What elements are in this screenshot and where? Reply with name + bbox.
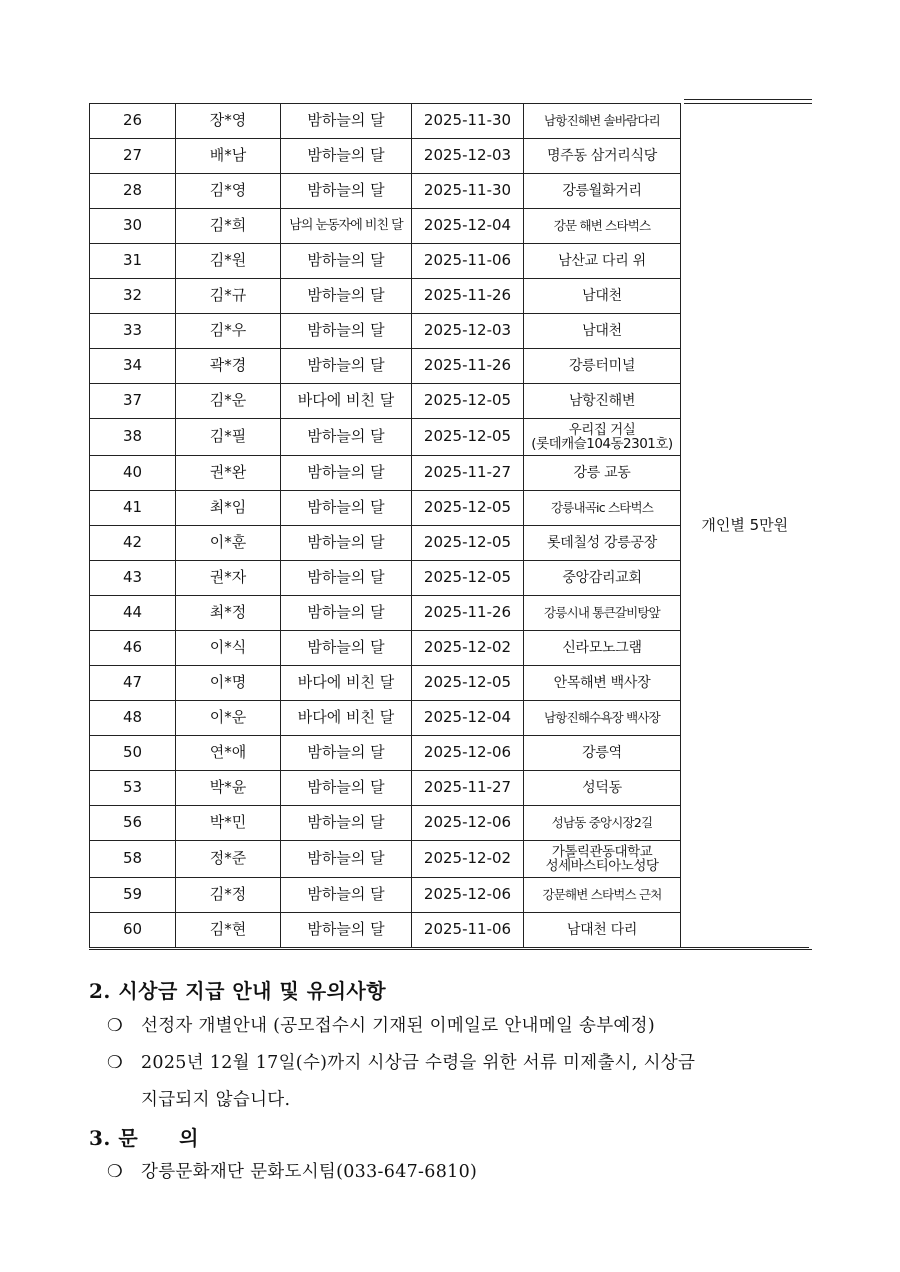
cell-name [176,526,281,561]
cell-place-text: 안목해변 백사장 [553,674,651,691]
cell-date [412,384,524,419]
cell-work-title-text: 밤하늘의 달 [307,321,385,340]
cell-date [412,666,524,701]
cell-place-text: 중앙감리교회 [562,569,642,586]
cell-work-title [281,771,412,806]
cell-number [90,806,176,841]
cell-name-text: 이*명 [209,673,247,692]
cell-date [412,596,524,631]
cell-name [176,736,281,771]
cell-place [524,314,681,349]
cell-number-text: 40 [122,463,143,482]
cell-place [524,631,681,666]
cell-place [524,736,681,771]
cell-name [176,666,281,701]
cell-date-text: 2025-11-06 [423,251,512,270]
cell-number [90,666,176,701]
cell-number-text: 37 [122,391,143,410]
cell-work-title-text: 밤하늘의 달 [307,533,385,552]
cell-place-text: 강릉역 [582,744,622,761]
cell-place [524,561,681,596]
cell-work-title-text: 밤하늘의 달 [307,286,385,305]
cell-name-text: 장*영 [209,111,247,130]
cell-number [90,841,176,878]
cell-number-text: 30 [122,216,143,235]
cell-work-title [281,349,412,384]
cell-number [90,561,176,596]
cell-place-text: 남대천 [582,287,622,304]
cell-work-title-text: 밤하늘의 달 [307,568,385,587]
cell-prize-note: 개인별 5만원 [681,104,809,948]
cell-work-title-text: 밤하늘의 달 [307,181,385,200]
cell-number [90,279,176,314]
section-2-bullet-2 [107,1049,695,1074]
table-bottom-rule [89,949,812,950]
cell-date-text: 2025-11-26 [423,286,512,305]
cell-name [176,104,281,139]
cell-work-title-text: 밤하늘의 달 [307,743,385,762]
cell-date-text: 2025-11-26 [423,356,512,375]
cell-place [524,913,681,948]
cell-name [176,349,281,384]
cell-name [176,596,281,631]
cell-work-title [281,174,412,209]
cell-date [412,913,524,948]
cell-name-text: 정*준 [209,849,247,868]
cell-number [90,526,176,561]
cell-place-text: 성덕동 [582,779,622,796]
cell-place-text: 가톨릭관동대학교 [551,843,653,860]
cell-date-text: 2025-12-05 [423,427,512,446]
cell-number-text: 56 [122,813,143,832]
cell-date [412,491,524,526]
cell-name-text: 이*운 [209,708,247,727]
bullet-icon: ❍ [107,1016,123,1036]
cell-name [176,314,281,349]
cell-number [90,209,176,244]
cell-name-text: 김*정 [209,885,247,904]
winners-table [89,103,809,948]
cell-number-text: 31 [122,251,143,270]
cell-work-title-text: 밤하늘의 달 [307,251,385,270]
cell-date-text: 2025-12-05 [423,498,512,517]
cell-place [524,104,681,139]
bullet-text: 강릉문화재단 문화도시팀(033-647-6810) [141,1162,478,1182]
bullet-icon: ❍ [107,1162,123,1182]
cell-place [524,666,681,701]
cell-name [176,209,281,244]
cell-name [176,279,281,314]
cell-date-text: 2025-11-30 [423,181,512,200]
cell-number-text: 58 [122,849,143,868]
cell-place [524,526,681,561]
cell-work-title-text: 밤하늘의 달 [307,813,385,832]
cell-number-text: 34 [122,356,143,375]
cell-name-text: 곽*경 [209,356,247,375]
cell-name [176,631,281,666]
cell-name [176,174,281,209]
cell-date [412,878,524,913]
cell-work-title [281,384,412,419]
cell-place [524,456,681,491]
cell-date-text: 2025-11-27 [423,463,512,482]
cell-number-text: 32 [122,286,143,305]
cell-number-text: 46 [122,638,143,657]
cell-place [524,174,681,209]
cell-number [90,349,176,384]
cell-work-title [281,561,412,596]
cell-number [90,631,176,666]
cell-place [524,244,681,279]
cell-date-text: 2025-11-27 [423,778,512,797]
cell-name-text: 권*자 [209,568,247,587]
cell-name-text: 김*우 [209,321,247,340]
cell-work-title-text: 밤하늘의 달 [307,778,385,797]
cell-work-title-text: 바다에 비친 달 [297,391,395,410]
bullet-icon: ❍ [107,1053,123,1073]
cell-number [90,771,176,806]
cell-work-title [281,736,412,771]
cell-name-text: 박*윤 [209,778,247,797]
cell-number-text: 43 [122,568,143,587]
cell-name-text: 이*식 [209,638,247,657]
cell-number [90,139,176,174]
section-3-bullet-1 [107,1158,477,1183]
cell-date-text: 2025-12-04 [423,216,512,235]
cell-work-title [281,878,412,913]
cell-place [524,878,681,913]
cell-work-title [281,279,412,314]
cell-date [412,209,524,244]
cell-date [412,139,524,174]
cell-number [90,456,176,491]
cell-work-title-text: 밤하늘의 달 [307,920,385,939]
cell-place [524,771,681,806]
cell-date-text: 2025-12-05 [423,673,512,692]
cell-place [524,419,681,456]
cell-date [412,244,524,279]
cell-date [412,841,524,878]
cell-work-title [281,631,412,666]
cell-number-text: 47 [122,673,143,692]
cell-name [176,419,281,456]
cell-work-title [281,491,412,526]
cell-name [176,701,281,736]
cell-date-text: 2025-12-06 [423,743,512,762]
table-top-rule [684,99,812,100]
cell-date-text: 2025-12-03 [423,146,512,165]
cell-name-text: 김*희 [209,216,247,235]
cell-number [90,913,176,948]
cell-work-title [281,244,412,279]
cell-number-text: 48 [122,708,143,727]
cell-place-text: 남산교 다리 위 [558,252,646,269]
cell-name-text: 김*필 [209,427,247,446]
cell-work-title-text: 남의 눈동자에 비친 달 [289,217,403,233]
section-2-bullet-2-continued: 지급되지 않습니다. [141,1090,291,1110]
cell-date [412,771,524,806]
cell-name [176,806,281,841]
cell-date [412,806,524,841]
cell-work-title [281,104,412,139]
cell-number-text: 41 [122,498,143,517]
cell-date-text: 2025-12-02 [423,638,512,657]
cell-place-text: 남항진해변 솔바람다리 [544,112,660,128]
cell-number [90,596,176,631]
cell-place-text: 남항진해수욕장 백사장 [544,709,660,725]
cell-work-title [281,139,412,174]
cell-place-text: 강릉시내 통큰갈비탕앞 [544,604,660,620]
cell-number-text: 59 [122,885,143,904]
cell-number [90,419,176,456]
cell-name-text: 연*애 [209,743,247,762]
cell-work-title-text: 밤하늘의 달 [307,638,385,657]
cell-number-text: 28 [122,181,143,200]
cell-number [90,491,176,526]
cell-place-text: 남대천 [582,322,622,339]
cell-number [90,384,176,419]
cell-work-title [281,806,412,841]
cell-date-text: 2025-12-02 [423,849,512,868]
cell-work-title-text: 바다에 비친 달 [297,708,395,727]
cell-number-text: 44 [122,603,143,622]
cell-place-text-line2: (롯데캐슬104동2301호) [531,436,673,452]
cell-name-text: 최*정 [209,603,247,622]
cell-name-text: 이*훈 [209,533,247,552]
cell-work-title [281,314,412,349]
cell-place-text: 명주동 삼거리식당 [547,147,657,164]
cell-work-title [281,596,412,631]
cell-place-text: 강릉 교동 [573,464,631,481]
cell-place [524,384,681,419]
cell-place [524,349,681,384]
cell-name-text: 김*영 [209,181,247,200]
cell-date-text: 2025-11-26 [423,603,512,622]
cell-date [412,174,524,209]
cell-date-text: 2025-12-04 [423,708,512,727]
cell-name [176,139,281,174]
cell-number [90,701,176,736]
cell-work-title-text: 바다에 비친 달 [297,673,395,692]
cell-number [90,878,176,913]
cell-place-text: 롯데칠성 강릉공장 [547,534,657,551]
cell-work-title [281,419,412,456]
cell-place-text: 성남동 중앙시장2길 [551,814,653,830]
winners-table-body [90,104,809,948]
cell-work-title-text: 밤하늘의 달 [307,498,385,517]
cell-number-text: 53 [122,778,143,797]
cell-work-title [281,526,412,561]
cell-name [176,384,281,419]
cell-date [412,419,524,456]
cell-work-title-text: 밤하늘의 달 [307,463,385,482]
cell-date [412,349,524,384]
cell-number [90,174,176,209]
cell-number [90,736,176,771]
cell-work-title [281,701,412,736]
cell-name [176,878,281,913]
cell-place-text-line2: 성세바스티아노성당 [545,858,659,874]
cell-date-text: 2025-11-06 [423,920,512,939]
cell-name-text: 권*완 [209,463,247,482]
cell-number [90,314,176,349]
cell-work-title-text: 밤하늘의 달 [307,146,385,165]
bullet-text: 선정자 개별안내 (공모접수시 기재된 이메일로 안내메일 송부예정) [141,1016,655,1036]
cell-date [412,736,524,771]
cell-name [176,491,281,526]
cell-place [524,806,681,841]
cell-work-title [281,666,412,701]
table-row [90,104,809,139]
cell-place-text: 강문 해변 스타벅스 [553,217,651,233]
cell-work-title [281,209,412,244]
cell-date [412,561,524,596]
cell-date [412,314,524,349]
cell-place-text: 강릉내곡ic 스타벅스 [550,499,654,515]
cell-number [90,244,176,279]
cell-number-text: 26 [122,111,143,130]
cell-number-text: 60 [122,920,143,939]
cell-date [412,279,524,314]
cell-date-text: 2025-12-06 [423,885,512,904]
cell-place [524,491,681,526]
cell-place-text: 남대천 다리 [566,921,638,938]
cell-name [176,913,281,948]
cell-work-title [281,913,412,948]
cell-date-text: 2025-11-30 [423,111,512,130]
cell-number [90,104,176,139]
cell-work-title-text: 밤하늘의 달 [307,111,385,130]
cell-name [176,456,281,491]
cell-number-text: 38 [122,427,143,446]
cell-number-text: 42 [122,533,143,552]
cell-work-title-text: 밤하늘의 달 [307,356,385,375]
cell-date-text: 2025-12-03 [423,321,512,340]
cell-work-title-text: 밤하늘의 달 [307,427,385,446]
cell-work-title [281,841,412,878]
cell-place [524,139,681,174]
cell-name-text: 김*원 [209,251,247,270]
cell-name [176,244,281,279]
cell-name-text: 배*남 [209,146,247,165]
cell-name-text: 박*민 [209,813,247,832]
cell-name [176,841,281,878]
cell-name-text: 최*임 [209,498,247,517]
cell-name [176,771,281,806]
cell-date-text: 2025-12-05 [423,533,512,552]
cell-number-text: 50 [122,743,143,762]
cell-place [524,841,681,878]
cell-place-text: 남항진해변 [568,392,636,409]
cell-place-text: 신라모노그램 [562,639,642,656]
cell-place-text: 강릉터미널 [568,357,636,374]
section-3-title: 3. 문 의 [89,1126,199,1150]
cell-date-text: 2025-12-05 [423,568,512,587]
section-2-title: 2. 시상금 지급 안내 및 유의사항 [89,979,387,1003]
cell-name-text: 김*운 [209,391,247,410]
bullet-text: 2025년 12월 17일(수)까지 시상금 수령을 위한 서류 미제출시, 시상금 [141,1053,696,1073]
cell-name-text: 김*현 [209,920,247,939]
cell-name-text: 김*규 [209,286,247,305]
cell-number-text: 27 [122,146,143,165]
cell-date [412,104,524,139]
cell-date [412,456,524,491]
cell-work-title-text: 밤하늘의 달 [307,885,385,904]
cell-name [176,561,281,596]
cell-place-text: 우리집 거실 [568,421,636,438]
cell-date [412,631,524,666]
cell-date [412,526,524,561]
cell-place [524,279,681,314]
cell-place [524,596,681,631]
cell-date-text: 2025-12-05 [423,391,512,410]
cell-work-title [281,456,412,491]
cell-place-text: 강문해변 스타벅스 근처 [542,886,662,902]
cell-date [412,701,524,736]
cell-date-text: 2025-12-06 [423,813,512,832]
cell-work-title-text: 밤하늘의 달 [307,603,385,622]
section-2-bullet-1 [107,1012,655,1037]
cell-work-title-text: 밤하늘의 달 [307,849,385,868]
cell-place [524,701,681,736]
cell-number-text: 33 [122,321,143,340]
cell-place [524,209,681,244]
cell-place-text: 강릉월화거리 [562,182,642,199]
